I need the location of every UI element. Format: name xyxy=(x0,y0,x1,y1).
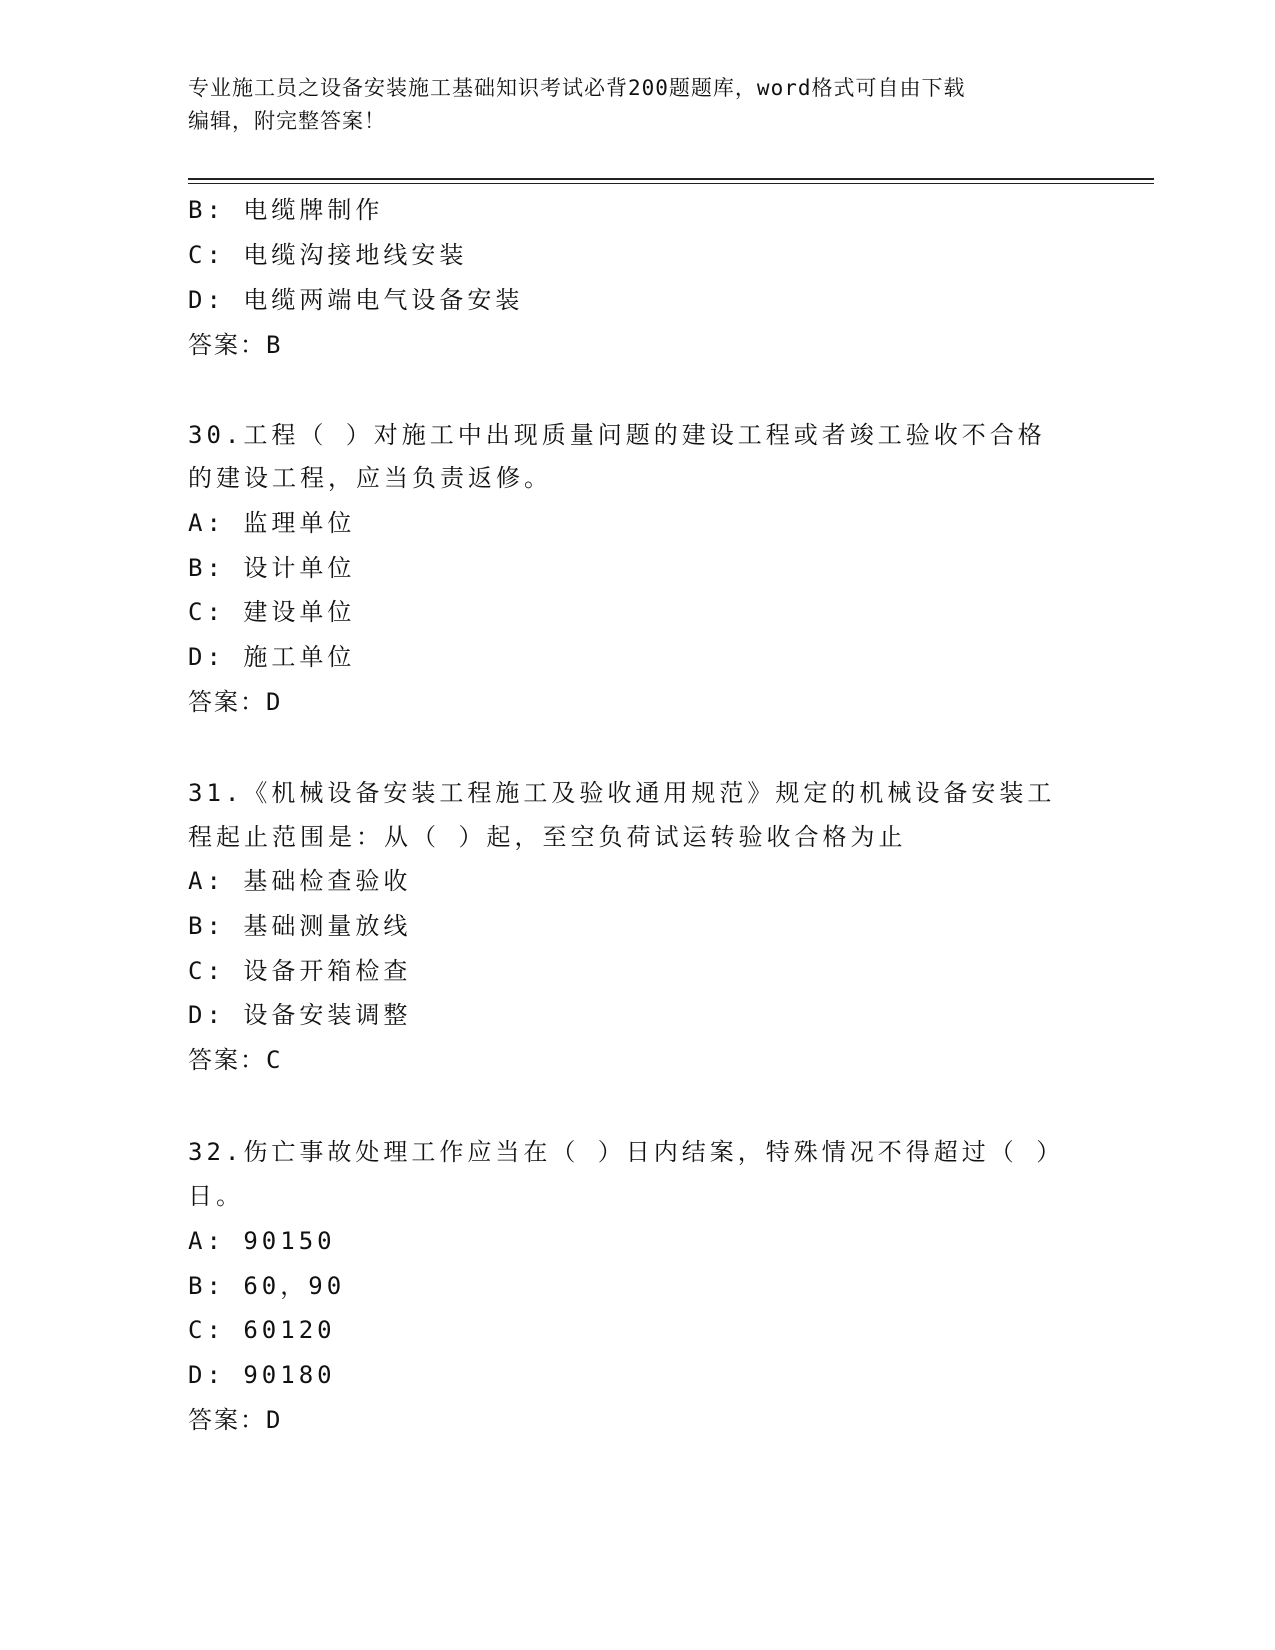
q30-option-c: C: 建设单位 xyxy=(188,598,356,626)
q32-option-a: A: 90150 xyxy=(188,1227,336,1255)
q29-option-d: D: 电缆两端电气设备安装 xyxy=(188,286,524,314)
q31-option-a: A: 基础检查验收 xyxy=(188,867,412,895)
header-title-line-1: 专业施工员之设备安装施工基础知识考试必背200题题库，word格式可自由下载 xyxy=(188,76,966,100)
q32-answer: 答案：D xyxy=(188,1406,283,1434)
q30-option-d: D: 施工单位 xyxy=(188,643,356,671)
q30-answer: 答案：D xyxy=(188,688,283,716)
q32-stem-line-1: 32.伤亡事故处理工作应当在（ ）日内结案，特殊情况不得超过（ ） xyxy=(188,1138,1065,1166)
q31-option-d: D: 设备安装调整 xyxy=(188,1001,412,1029)
header-divider-thin xyxy=(188,183,1154,184)
q31-option-b: B: 基础测量放线 xyxy=(188,912,412,940)
q32-stem-line-2: 日。 xyxy=(188,1182,244,1210)
q29-answer: 答案：B xyxy=(188,331,283,359)
q32-option-d: D: 90180 xyxy=(188,1361,336,1389)
q30-stem-line-1: 30.工程（ ）对施工中出现质量问题的建设工程或者竣工验收不合格 xyxy=(188,421,1046,449)
document-header xyxy=(188,72,1088,138)
header-title-line-2: 编辑，附完整答案！ xyxy=(188,109,386,133)
q29-option-c: C: 电缆沟接地线安装 xyxy=(188,241,468,269)
q31-option-c: C: 设备开箱检查 xyxy=(188,957,412,985)
q32-option-b: B: 60，90 xyxy=(188,1272,346,1300)
q29-option-b: B: 电缆牌制作 xyxy=(188,196,384,224)
q31-stem-line-2: 程起止范围是：从（ ）起，至空负荷试运转验收合格为止 xyxy=(188,823,907,851)
q31-answer: 答案：C xyxy=(188,1046,283,1074)
q32-option-c: C: 60120 xyxy=(188,1316,336,1344)
q30-option-a: A: 监理单位 xyxy=(188,509,356,537)
q31-stem-line-1: 31.《机械设备安装工程施工及验收通用规范》规定的机械设备安装工 xyxy=(188,779,1056,807)
header-divider-thick xyxy=(188,178,1154,180)
q30-stem-line-2: 的建设工程，应当负责返修。 xyxy=(188,464,552,492)
q30-option-b: B: 设计单位 xyxy=(188,554,356,582)
